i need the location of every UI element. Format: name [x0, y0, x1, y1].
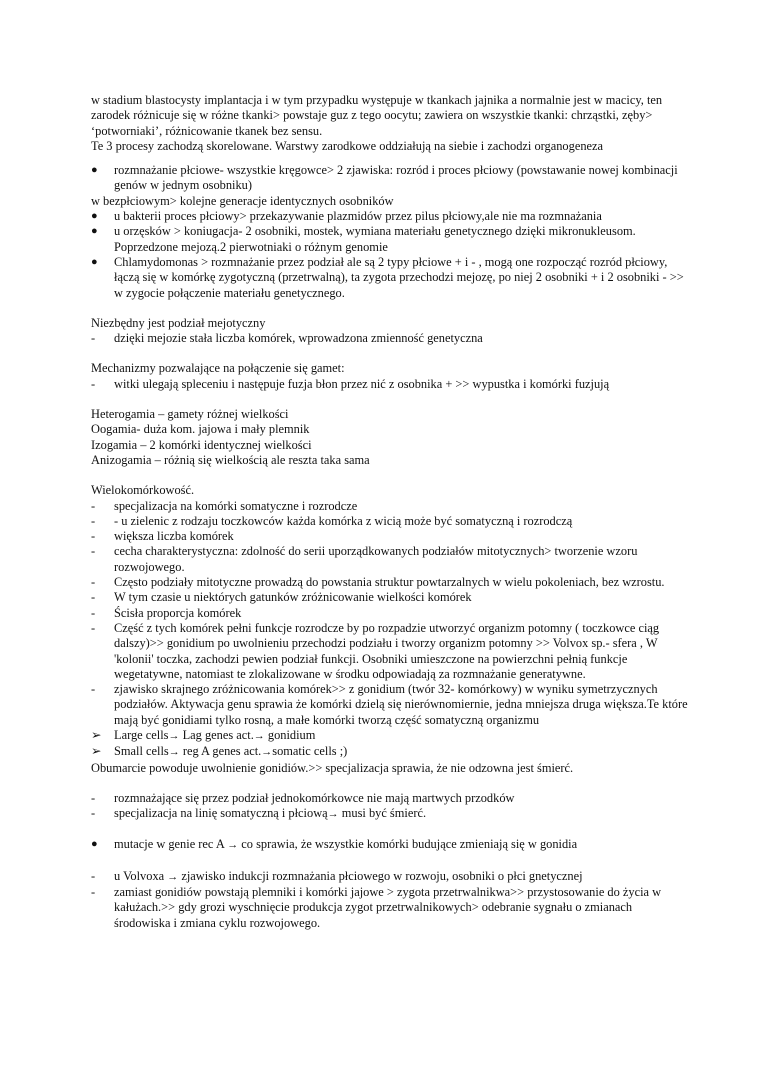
dash-item: - rozmnażające się przez podział jednokomórkowce nie mają martwych przodków: [91, 790, 515, 805]
dash-icon: -: [91, 331, 96, 346]
chevron-item: ➢ Large cells→ Lag genes act.→ gonidium: [91, 727, 316, 742]
bullet-icon: ●: [91, 225, 98, 238]
dash-icon: -: [91, 682, 96, 697]
arrow-icon: →: [168, 746, 180, 759]
gamy-line: Izogamia – 2 komórki identycznej wielkości: [91, 437, 312, 452]
arrow-icon: →: [167, 870, 179, 883]
dash-item: - specjalizacja na linię somatyczną i płciową→ musi być śmierć.: [91, 806, 427, 821]
chevron-icon: ➢: [91, 744, 102, 759]
dash-icon: -: [91, 575, 96, 590]
bullet-item: ● u bakterii proces płciowy> przekazywanie plazmidów przez pilus płciowy,ale nie ma rozmnażania: [91, 209, 602, 224]
bullet-item: ● rozmnażanie płciowe- wszystkie kręgowce> 2 zjawiska: rozród i proces płciowy (powstawanie nowej kombinacji genów w jednym osobniku): [91, 163, 678, 193]
arrow-icon: →: [168, 729, 180, 742]
arrow-icon: →: [227, 839, 239, 852]
dash-item: - witki ulegają spleceniu i następuje fuzja błon przez nić z osobnika + >> wypustka i komórki fuzjują: [91, 376, 610, 391]
dash-icon: -: [91, 885, 96, 900]
dash-icon: -: [91, 806, 96, 821]
paragraph-blastocyst: w stadium blastocysty implantacja i w tym przypadku występuje w tkankach jajnika a normalnie jest w macicy, ten zarodek różnicuje się w różne tkanki> powstaje guz z tego oocytu; zawiera on wszystkie tkanki: chrząstki, zęby> ‘potworniaki’, różnicowanie tkanek bez sensu.: [91, 93, 663, 138]
heading-meiosis: Niezbędny jest podział mejotyczny: [91, 315, 266, 330]
dash-icon: -: [91, 620, 96, 635]
dash-icon: -: [91, 376, 96, 391]
document-body: [91, 93, 691, 931]
dash-icon: -: [91, 868, 96, 883]
dash-item: - u Volvoxa → zjawisko indukcji rozmnażania płciowego w rozwoju, osobniki o płci gnetycznej: [91, 868, 583, 883]
dash-item: - dzięki mejozie stała liczba komórek, wprowadzona zmienność genetyczna: [91, 331, 483, 346]
bullet-item: ● Chlamydomonas > rozmnażanie przez podział ale są 2 typy płciowe + i - , mogą one rozpocząć rozród płciowy, łączą się w komórkę zygotyczną (przetrwalną), ta zygota przechodzi mejozę, po niej 2 osobniki + i 2 osobniki - >> w zygocie połączenie materiału genetycznego.: [91, 254, 684, 300]
dash-item: - Część z tych komórek pełni funkcje rozrodcze by po rozpadzie utworzyć organizm potomny ( toczkowce ciąg dalszy)>> gonidium po uwolnieniu przechodzi podziału i tworzy organizm potomny >> Volvox sp.- sfera , W 'kolonii' toczka, zachodzi pewien podział funkcji. Osobniki umieszczone na powierzchni pełnią funkcje wegetatywne, natomiast te zlokalizowane w środku odpowiadają za rozmnażanie generatywne.: [91, 620, 660, 681]
bullet-icon: ●: [91, 210, 98, 223]
arrow-icon: →: [327, 808, 339, 821]
chevron-icon: ➢: [91, 727, 102, 742]
dash-item: - W tym czasie u niektórych gatunków zróżnicowanie wielkości komórek: [91, 590, 472, 605]
bullet-icon: ●: [91, 164, 98, 177]
bullet-icon: ●: [91, 255, 98, 268]
dash-icon: -: [91, 790, 96, 805]
bullet-item: ● u orzęsków > koniugacja- 2 osobniki, mostek, wymiana materiału genetycznego dzięki mikronukleusom. Poprzedzone mejozą.2 pierwotniaki o różnym genomie: [91, 224, 636, 254]
dash-item: - zjawisko skrajnego zróżnicowania komórek>> z gonidium (twór 32- komórkowy) w wyniku symetrzycznych podziałów. Aktywacja genu sprawia że komórki dzielą się nierównomiernie, jedna mniejsza druga większa.Te które mają być gonidiami tylko rosną, a małe komórki tworzą część somatyczną organizmu: [91, 682, 688, 727]
line-asexual: w bezpłciowym> kolejne generacje identycznych osobników: [91, 193, 394, 208]
heading-gametes: Mechanizmy pozwalające na połączenie się gamet:: [91, 361, 345, 376]
dash-icon: -: [91, 529, 96, 544]
bullet-icon: ●: [91, 838, 98, 851]
dash-item: - większa liczba komórek: [91, 529, 234, 544]
chevron-item: ➢ Small cells→ reg A genes act.→somatic cells ;): [91, 744, 348, 759]
arrow-icon: →: [253, 729, 265, 742]
heading-multicellularity: Wielokomórkowość.: [91, 483, 195, 498]
dash-icon: -: [91, 498, 96, 513]
paragraph-organogenesis: Te 3 procesy zachodzą skorelowane. Warstwy zarodkowe oddziałują na siebie i zachodzi organogeneza: [91, 138, 604, 153]
dash-item: - specjalizacja na komórki somatyczne i rozrodcze: [91, 498, 358, 513]
dash-item: - zamiast gonidiów powstają plemniki i komórki jajowe > zygota przetrwalnikwa>> przystosowanie do życia w kałużach.>> gdy grozi wyschnięcie produkcja zygot przetrwalnikowych> odebranie sygnału o zmianach środowiska i zmiana cyklu rozwojowego.: [91, 885, 662, 930]
paragraph-gonidia-release: Obumarcie powoduje uwolnienie gonidiów.>> specjalizacja sprawia, że nie odzowna jest śmierć.: [91, 760, 574, 775]
gamy-line: Oogamia- duża kom. jajowa i mały plemnik: [91, 422, 310, 437]
dash-item: - Ścisła proporcja komórek: [91, 605, 242, 620]
dash-item: - - u zielenic z rodzaju toczkowców każda komórka z wicią może być somatyczną i rozrodczą: [91, 513, 573, 528]
dash-icon: -: [91, 513, 96, 528]
gamy-line: Heterogamia – gamety różnej wielkości: [91, 407, 289, 422]
gamy-line: Anizogamia – różnią się wielkością ale reszta taka sama: [91, 452, 370, 467]
dash-item: - cecha charakterystyczna: zdolność do serii uporządkowanych podziałów mitotycznych> tworzenie wzoru rozwojowego.: [91, 544, 638, 574]
arrow-icon: →: [261, 746, 273, 759]
dash-icon: -: [91, 590, 96, 605]
dash-icon: -: [91, 605, 96, 620]
dash-icon: -: [91, 544, 96, 559]
dash-item: - Często podziały mitotyczne prowadzą do powstania struktur powtarzalnych w wielu pokoleniach, bez wzrostu.: [91, 575, 665, 590]
bullet-item: ● mutacje w genie rec A → co sprawia, że wszystkie komórki budujące zmieniają się w gonidia: [91, 837, 578, 852]
